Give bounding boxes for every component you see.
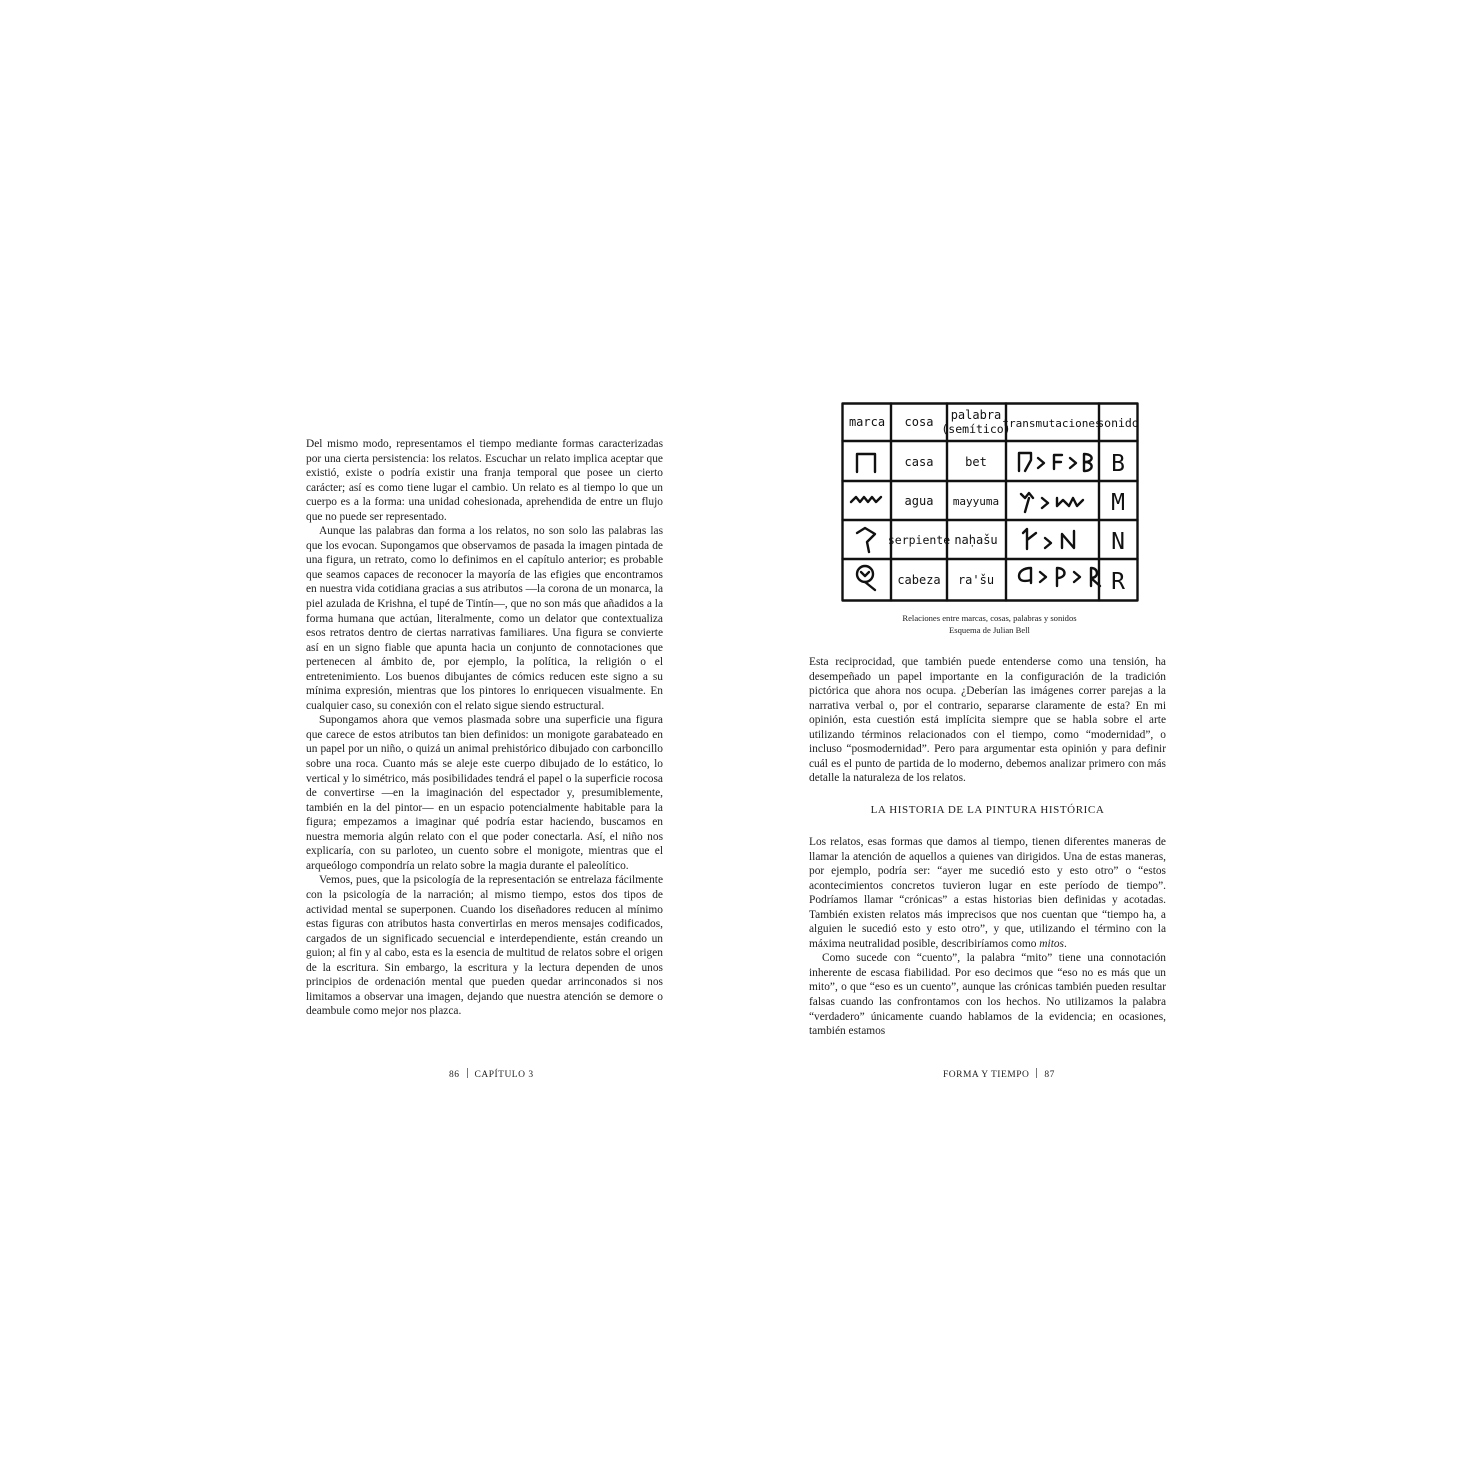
row-cabeza-sound: R: [1111, 569, 1125, 595]
header-semitico: (semítico): [941, 422, 1011, 436]
right-folio: [943, 1068, 1055, 1080]
row-agua-word: mayyuma: [952, 495, 1000, 508]
row-serpiente-thing: serpiente: [887, 533, 951, 547]
header-cosa: cosa: [904, 415, 934, 429]
folio-separator: [1036, 1068, 1037, 1078]
paragraph-text: Los relatos, esas formas que damos al tiempo, tienen diferentes maneras de llamar la atención de aquellos a quienes van dirigidos. Una de estas maneras, por ejemplo, podría ser: “ayer me sucedió esto y esto otro” o “estos acontecimientos concretos tuvieron lugar en este período de tiempo”. Podríamos llamar “crónicas” a estas historias bien definidas y acotadas. También existen relatos más imprecisos que nos cuentan que “tiempo ha, a alguien le sucedió esto y esto otro”, y que, utilizando el término con la máxima neutralidad posible, describiríamos como: [809, 836, 1166, 950]
row-serpiente-sound: N: [1111, 529, 1125, 555]
row-serpiente-word: naḥašu: [954, 533, 998, 547]
italic-term: mitos: [1039, 937, 1064, 950]
page-number: 86: [449, 1070, 460, 1080]
serpent-mark-icon: [857, 528, 875, 552]
water-mark-icon: [851, 497, 881, 502]
row-cabeza-word: ra'šu: [957, 573, 995, 587]
serpent-transmutation-icon: [1023, 529, 1074, 549]
left-folio: [449, 1068, 534, 1080]
figure-caption: Relaciones entre marcas, cosas, palabras y sonidos: [902, 613, 1077, 623]
row-casa-word: bet: [965, 455, 987, 469]
left-page-body: [306, 437, 663, 1019]
folio-separator: [467, 1068, 468, 1078]
row-agua-thing: agua: [904, 494, 934, 508]
right-page-body-top: [809, 655, 1166, 786]
house-transmutation-icon: [1019, 453, 1092, 471]
paragraph: Del mismo modo, representamos el tiempo mediante formas caracterizadas por una cierta persistencia: los relatos. Escuchar un relato implica aceptar que existió, existe o podría existir una franja temporal que posee un cierto carácter; así es como tiene lugar el cambio. Un relato es al tiempo lo que un cuerpo es a la forma: una unidad cohesionada, aprehendida de entre un flujo que no puede ser representado.: [306, 438, 663, 523]
paragraph-text: .: [1063, 937, 1067, 950]
row-agua-sound: M: [1111, 490, 1125, 516]
paragraph: Vemos, pues, que la psicología de la representación se entrelaza fácilmente con la psicología de la narración; al mismo tiempo, estos dos tipos de actividad mental se superponen. Cuando los diseñadores reducen al mínimo estas figuras con atributos hasta convertirlas en meros mensajes codificados, cargados de un significado secuencial e interdependiente, están creando un guion; al fin y al cabo, esta es la esencia de multitud de relatos sobre el origen de la escritura. Sin embargo, la escritura y la lectura dependen de unos principios de ordenación mental que pueden quedar arrinconados si nos limitamos a observar una imagen, dejando que nuestra atención se demore o deambule como mejor nos plazca.: [306, 874, 663, 1018]
head-transmutation-icon: [1019, 568, 1100, 586]
house-mark-icon: [857, 454, 875, 472]
water-transmutation-icon: [1021, 493, 1083, 512]
section-heading: LA HISTORIA DE LA PINTURA HISTÓRICA: [870, 804, 1105, 816]
paragraph: Supongamos ahora que vemos plasmada sobre una superficie una figura que carece de estos atributos tan bien definidos: un monigote garabateado en un papel por un niño, o quizá un animal prehistórico dibujado con carboncillo sobre una roca. Cuanto más se aleje este cuerpo dibujado de lo estático, lo vertical y lo simétrico, más posibilidades tendrá el papel o la superficie rocosa de convertirse —en la imaginación del espectador y, presumiblemente, también en la del pintor— en un espacio potencialmente habitable para la figura; empezamos a imaginar qué podría estar haciendo, buscamos en nuestra memoria algún relato con el que poder conectarla. Así, el niño nos explicaría, con su parloteo, un cuento sobre el monigote, mientras que el arqueólogo compondría un relato sobre la magia durante el paleolítico.: [306, 714, 663, 872]
running-head: CAPÍTULO 3: [474, 1070, 534, 1080]
row-cabeza-thing: cabeza: [897, 573, 941, 587]
header-sonido: sonido: [1097, 416, 1139, 430]
right-page-body-bottom: [809, 835, 1166, 1039]
paragraph: Esta reciprocidad, que también puede entenderse como una tensión, ha desempeñado un papel importante en la configuración de la tradición pictórica que ahora nos ocupa. ¿Deberían las imágenes correr parejas a la narrativa verbal o, por el contrario, separarse claramente de esta? En mi opinión, esta cuestión está implícita siempre que se habla sobre el arte utilizando términos relacionados con el tiempo, como “modernidad”, o incluso “posmodernidad”. Pero para argumentar esta opinión y para definir cuál es el punto de partida de lo moderno, debemos analizar primero con más detalle la naturaleza de los relatos.: [809, 656, 1166, 785]
figure-credit: Esquema de Julian Bell: [949, 625, 1030, 635]
header-transmutaciones: transmutaciones: [1002, 417, 1102, 430]
paragraph: Aunque las palabras dan forma a los relatos, no son solo las palabras las que los evocan. Supongamos que observamos de pasada la imagen pintada de una figura, un retrato, como lo definimos en el capítulo anterior; es probable que seamos capaces de reconocer la mayoría de las efigies que encontramos en nuestra vida cotidiana gracias a sus atributos —la corona de un monarca, la piel azulada de Krishna, el tupé de Tintín—, que no son más que añadidos a la forma humana que actúan, literalmente, como un delator que contextualiza esos retratos dentro de ciertas narrativas familiares. Una figura se convierte así en un signo fiable que apunta hacia un conjunto de connotaciones que pertenecen al ámbito de, por ejemplo, la política, la religión o el entretenimiento. Los buenos dibujantes de cómics reducen este signo a su mínima expresión, mientras que los pintores lo enriquecen visualmente. En cualquier caso, su conexión con el relato sigue siendo estructural.: [306, 525, 663, 712]
header-marca: marca: [848, 415, 886, 429]
row-casa-thing: casa: [904, 455, 934, 469]
running-head: FORMA Y TIEMPO: [943, 1070, 1030, 1080]
marks-words-sounds-scheme: [841, 402, 1139, 602]
row-casa-sound: B: [1111, 451, 1125, 477]
paragraph: Como sucede con “cuento”, la palabra “mito” tiene una connotación inherente de escasa fiabilidad. Por eso decimos que “eso no es más que un mito”, o que “eso es un cuento”, aunque las crónicas también pueden resultar falsas cuando las confrontamos con los hechos. No utilizamos la palabra “verdadero” únicamente cuando hablamos de la evidencia; en ocasiones, también estamos: [809, 952, 1166, 1038]
head-mark-icon: [857, 566, 875, 590]
header-palabra: palabra: [950, 408, 1002, 422]
paragraph: [809, 835, 1166, 951]
page-number: 87: [1044, 1070, 1055, 1080]
